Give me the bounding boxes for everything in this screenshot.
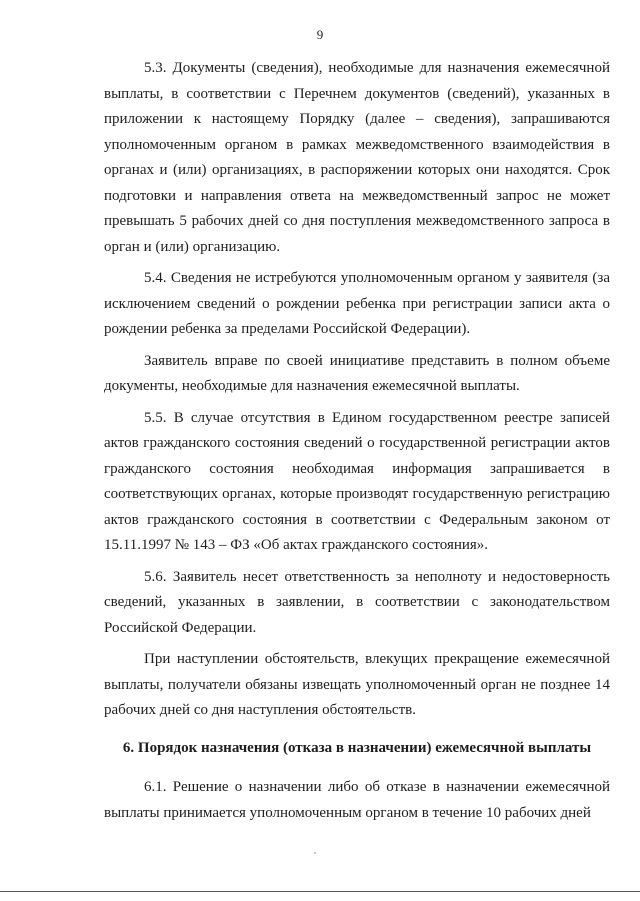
paragraph-5-3: 5.3. Документы (сведения), необходимые для назначения ежемесячной выплаты, в соответствии с Перечнем документов (сведений), указанных в приложении к настоящему Порядку (далее – сведения), запрашиваются уполномоченным органом в рамках межведомственного взаимодействия в органах и (или) организациях, в распоряжении которых они находятся. Срок подготовки и направления ответа на межведомственный запрос не может превышать 5 рабочих дней со дня поступления межведомственного запроса в орган и (или) организацию.	[104, 60, 610, 255]
page-number: 9	[316, 27, 324, 42]
paragraph-5-4: 5.4. Сведения не истребуются уполномоченным органом у заявителя (за исключением сведений о рождении ребенка при регистрации записи акта о рождении ребенка за пределами Российской Федерации).	[104, 270, 610, 337]
paragraph-5-4-continued: Заявитель вправе по своей инициативе представить в полном объеме документы, необходимые для назначения ежемесячной выплаты.	[104, 352, 610, 394]
paragraph-5-6: 5.6. Заявитель несет ответственность за неполноту и недостоверность сведений, указанных в заявлении, в соответствии с законодательством Российской Федерации.	[104, 568, 610, 636]
paragraph-5-6-continued: При наступлении обстоятельств, влекущих прекращение ежемесячной выплаты, получатели обязаны извещать уполномоченный орган не позднее 14 рабочих дней со дня наступления обстоятельств.	[104, 651, 610, 718]
section-heading: 6. Порядок назначения (отказа в назначении) ежемесячной выплаты	[122, 739, 592, 756]
bottom-edge-line	[0, 891, 640, 892]
paragraph-6-1: 6.1. Решение о назначении либо об отказе в назначении ежемесячной выплаты принимается уполномоченным органом в течение 10 рабочих дней	[104, 779, 610, 821]
scan-speck	[314, 852, 316, 854]
paragraph-5-5: 5.5. В случае отсутствия в Едином государственном реестре записей актов гражданского состояния сведений о государственной регистрации актов гражданского состояния необходимая информация запрашивается в соответствующих органах, которые производят государственную регистрацию актов гражданского состояния в соответствии с Федеральным законом от 15.11.1997 № 143 – ФЗ «Об актах гражданского состояния».	[104, 409, 610, 553]
document-body	[104, 56, 610, 832]
